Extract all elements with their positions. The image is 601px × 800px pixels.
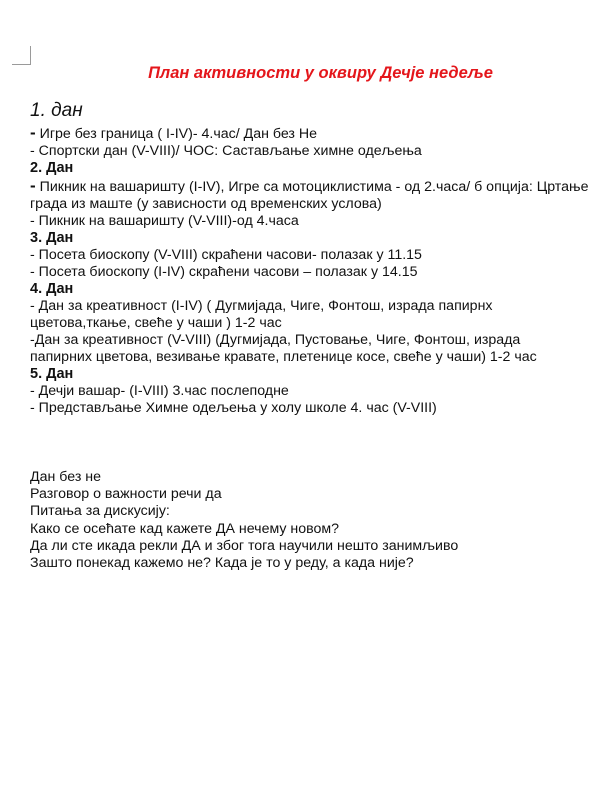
discussion-line: Дан без не (30, 469, 101, 485)
day-3-heading: 3. Дан (30, 230, 74, 246)
dash-bullet: - (30, 176, 36, 195)
day-1-item-1: - Игре без граница ( I-IV)- 4.час/ Дан без Не (30, 123, 318, 142)
discussion-section (30, 469, 590, 572)
activity-plan (30, 100, 590, 417)
day-3-item-1: - Посета биоскопу (V-VIII) скраћени часови- полазак у 11.15 (30, 247, 422, 263)
day-4-item-1: - Дан за креативност (I-IV) ( Дугмијада, Чиге, Фонтош, израда папирнх цветова,ткање, свеће у чаши ) 1-2 час (30, 298, 493, 331)
page-title: План активности у оквиру Дечје недеље (148, 64, 493, 82)
day-5-heading: 5. Дан (30, 366, 74, 382)
day-4-heading: 4. Дан (30, 281, 74, 297)
dash-bullet: - (30, 123, 36, 142)
day-1-heading: 1. дан (30, 100, 83, 121)
discussion-line: Разговор о важности речи да (30, 486, 222, 503)
day-4-item-2: -Дан за креативност (V-VIII) (Дугмијада, Пустовање, Чиге, Фонтош, израда папирних цветова, везивање кравате, плетенице косе, свеће у чаши) 1-2 час (30, 332, 537, 365)
discussion-line: Зашто понекад кажемо не? Када је то у реду, а када није? (30, 555, 414, 572)
day-5-item-2: - Представљање Химне одељења у холу школе 4. час (V-VIII) (30, 400, 437, 416)
day-2-item-1: - Пикник на вашаришту (I-IV), Игре са мотоциклистима - од 2.часа/ б опција: Цртање града из маште (у зависности од временских услова) (30, 176, 589, 212)
day-2-item-2: - Пикник на вашаришту (V-VIII)-од 4.часа (30, 213, 299, 229)
day-1-item-2: - Спортски дан (V-VIII)/ ЧОС: Састављање химне одељења (30, 143, 422, 159)
day-2-heading: 2. Дан (30, 160, 74, 176)
page-corner-mark (12, 46, 31, 65)
discussion-line: Да ли сте икада рекли ДА и због тога научили нешто занимљиво (30, 537, 459, 554)
day-3-item-2: - Посета биоскопу (I-IV) скраћени часови – полазак у 14.15 (30, 264, 418, 280)
day-5-item-1: - Дечји вашар- (I-VIII) 3.час послеподне (30, 383, 289, 399)
discussion-line: Питања за дискусију: (30, 503, 170, 520)
discussion-line: Како се осећате кад кажете ДА нечему новом? (30, 520, 340, 537)
